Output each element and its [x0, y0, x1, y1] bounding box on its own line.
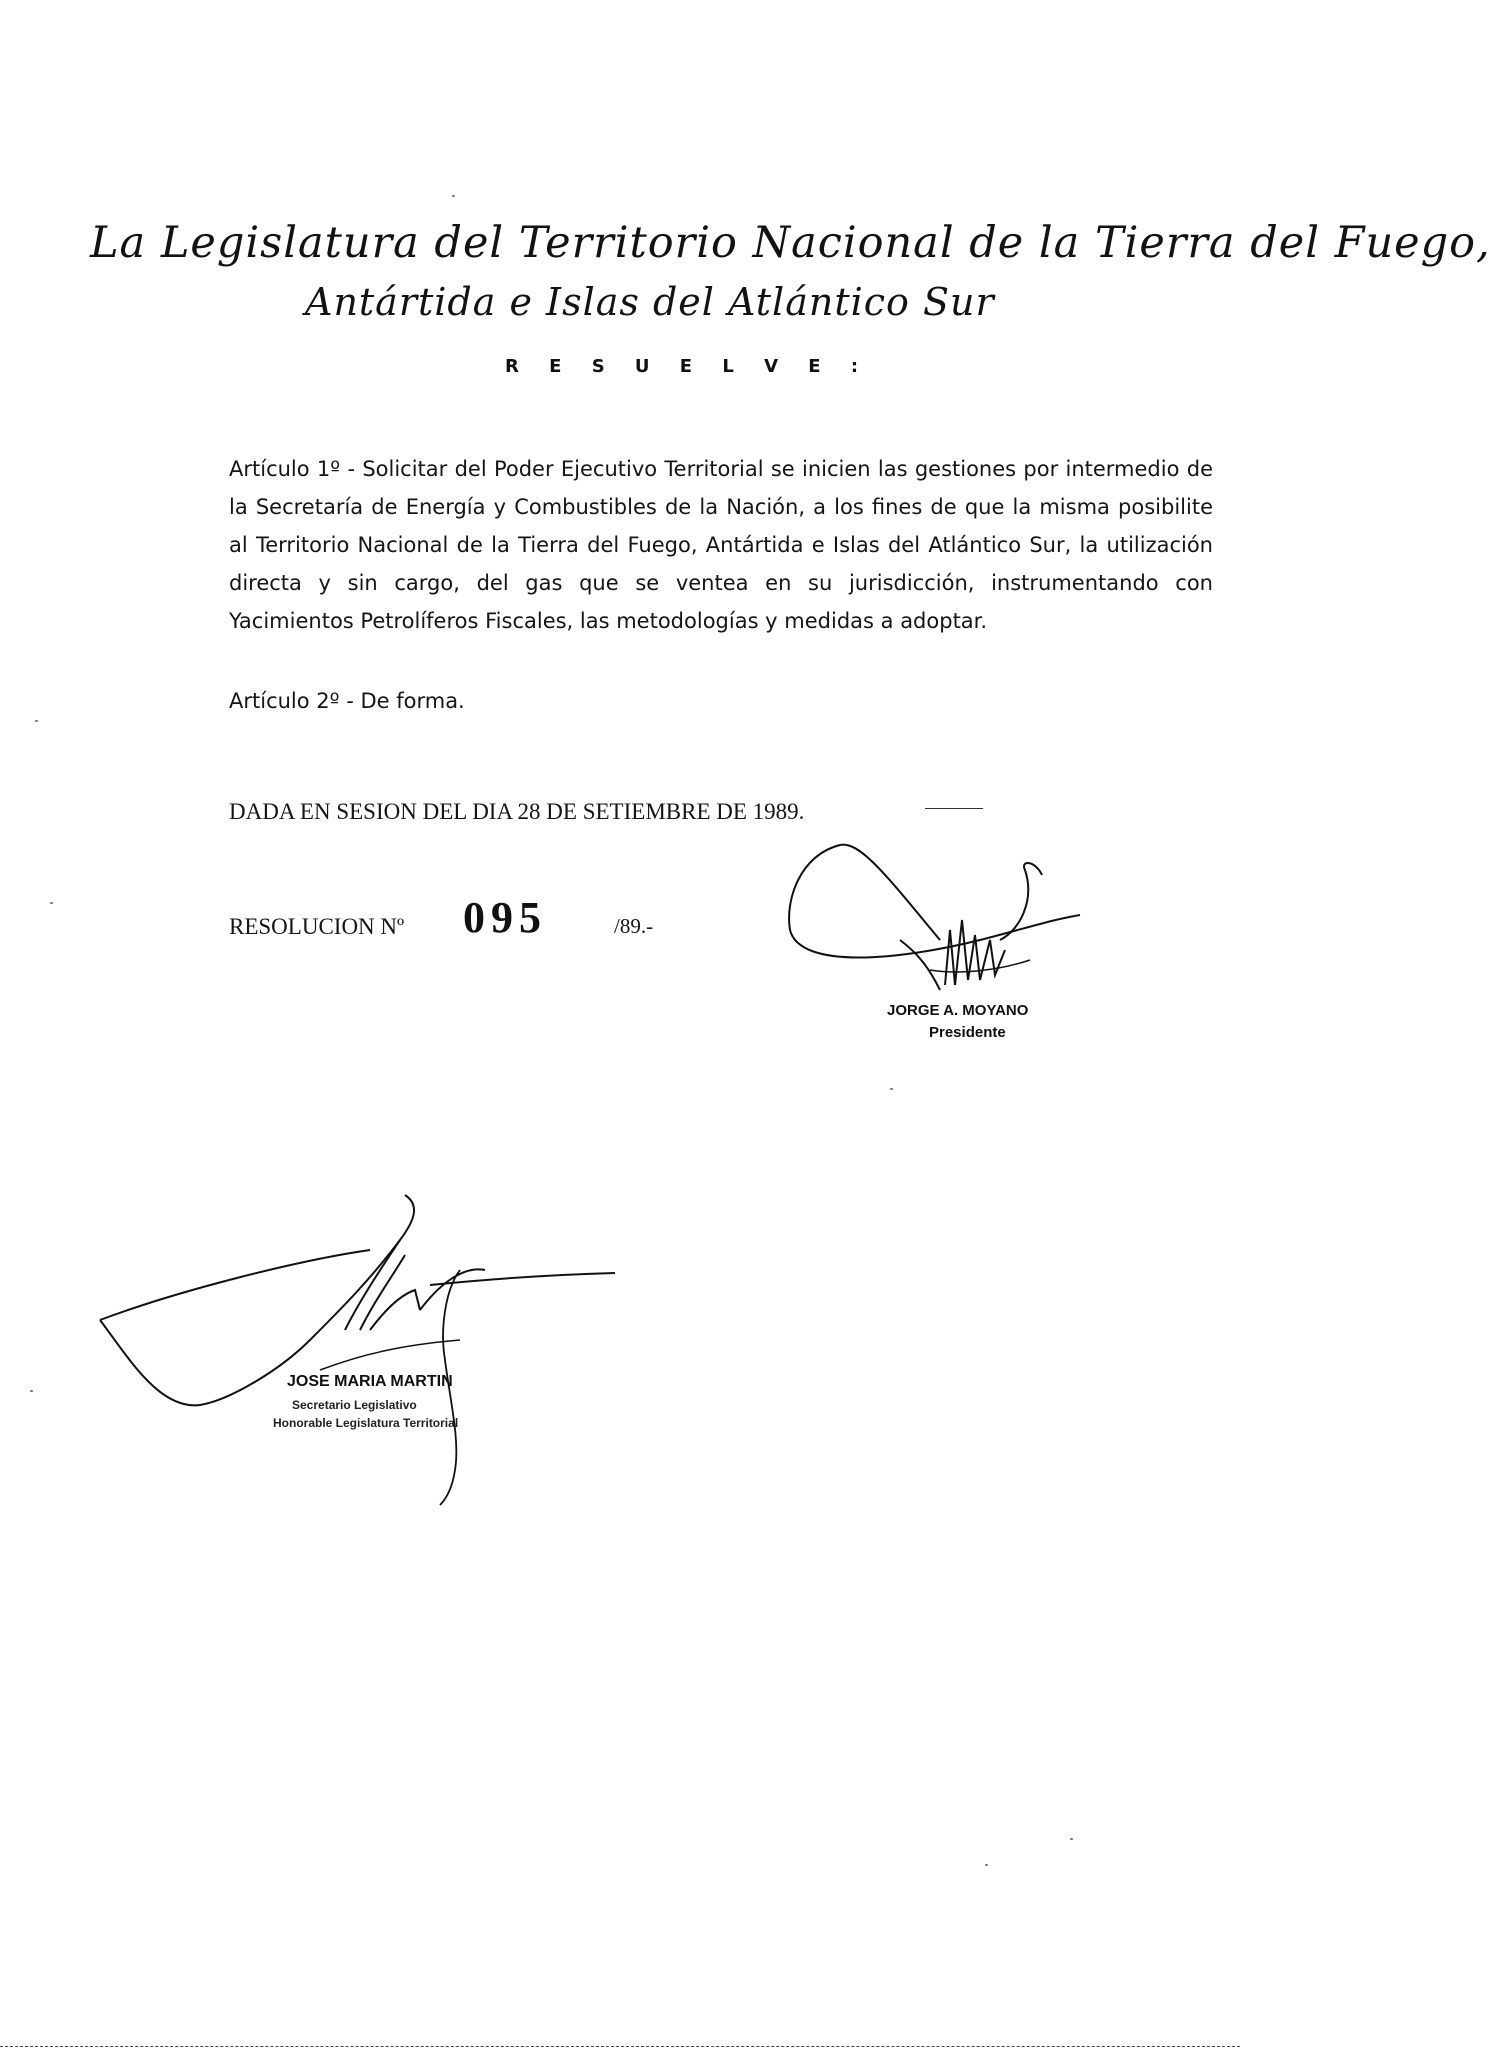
- article-1: Artículo 1º - Solicitar del Poder Ejecutivo Territorial se inicien las gestiones por intermedio de la Secretaría de Energía y Combustibles de la Nación, a los fines de que la misma posibilite al Territorio Nacional de la Tierra del Fuego, Antártida e Islas del Atlántico Sur, la utilización directa y sin cargo, del gas que se ventea en su jurisdicción, instrumentando con Yacimientos Petrolíferos Fiscales, las metodologías y medidas a adoptar.: [229, 457, 1213, 633]
- scan-speck: [30, 1390, 33, 1392]
- president-name: JORGE A. MOYANO: [887, 1002, 1029, 1019]
- bottom-scan-rule: [0, 2046, 1240, 2047]
- secretary-title-line-2: Honorable Legislatura Territorial: [273, 1416, 459, 1430]
- header-line-1: La Legislatura del Territorio Nacional de la Tierra del Fuego,: [90, 218, 1491, 268]
- secretary-title-line-1: Secretario Legislativo: [292, 1398, 417, 1412]
- scan-speck: [50, 902, 53, 904]
- resuelve-heading: R E S U E L V E :: [505, 356, 871, 377]
- resolution-suffix: /89.-: [614, 914, 654, 938]
- scan-speck: [985, 1864, 988, 1866]
- president-title: Presidente: [929, 1024, 1006, 1041]
- resolution-number: 095: [463, 893, 547, 942]
- article-2: Artículo 2º - De forma.: [229, 689, 465, 713]
- header-line-2: Antártida e Islas del Atlántico Sur: [305, 280, 995, 324]
- scan-speck: [1070, 1838, 1073, 1840]
- scan-speck: [890, 1088, 893, 1090]
- secretary-name: JOSE MARIA MARTIN: [287, 1373, 453, 1390]
- resolution-label: RESOLUCION Nº: [229, 914, 405, 939]
- scan-speck: [452, 195, 455, 197]
- secretary-signature: [100, 1180, 620, 1510]
- scan-speck: [35, 720, 38, 722]
- president-signature: [780, 820, 1100, 1010]
- session-date-rule: [925, 808, 983, 809]
- session-date: DADA EN SESION DEL DIA 28 DE SETIEMBRE DE 1989.: [229, 799, 805, 824]
